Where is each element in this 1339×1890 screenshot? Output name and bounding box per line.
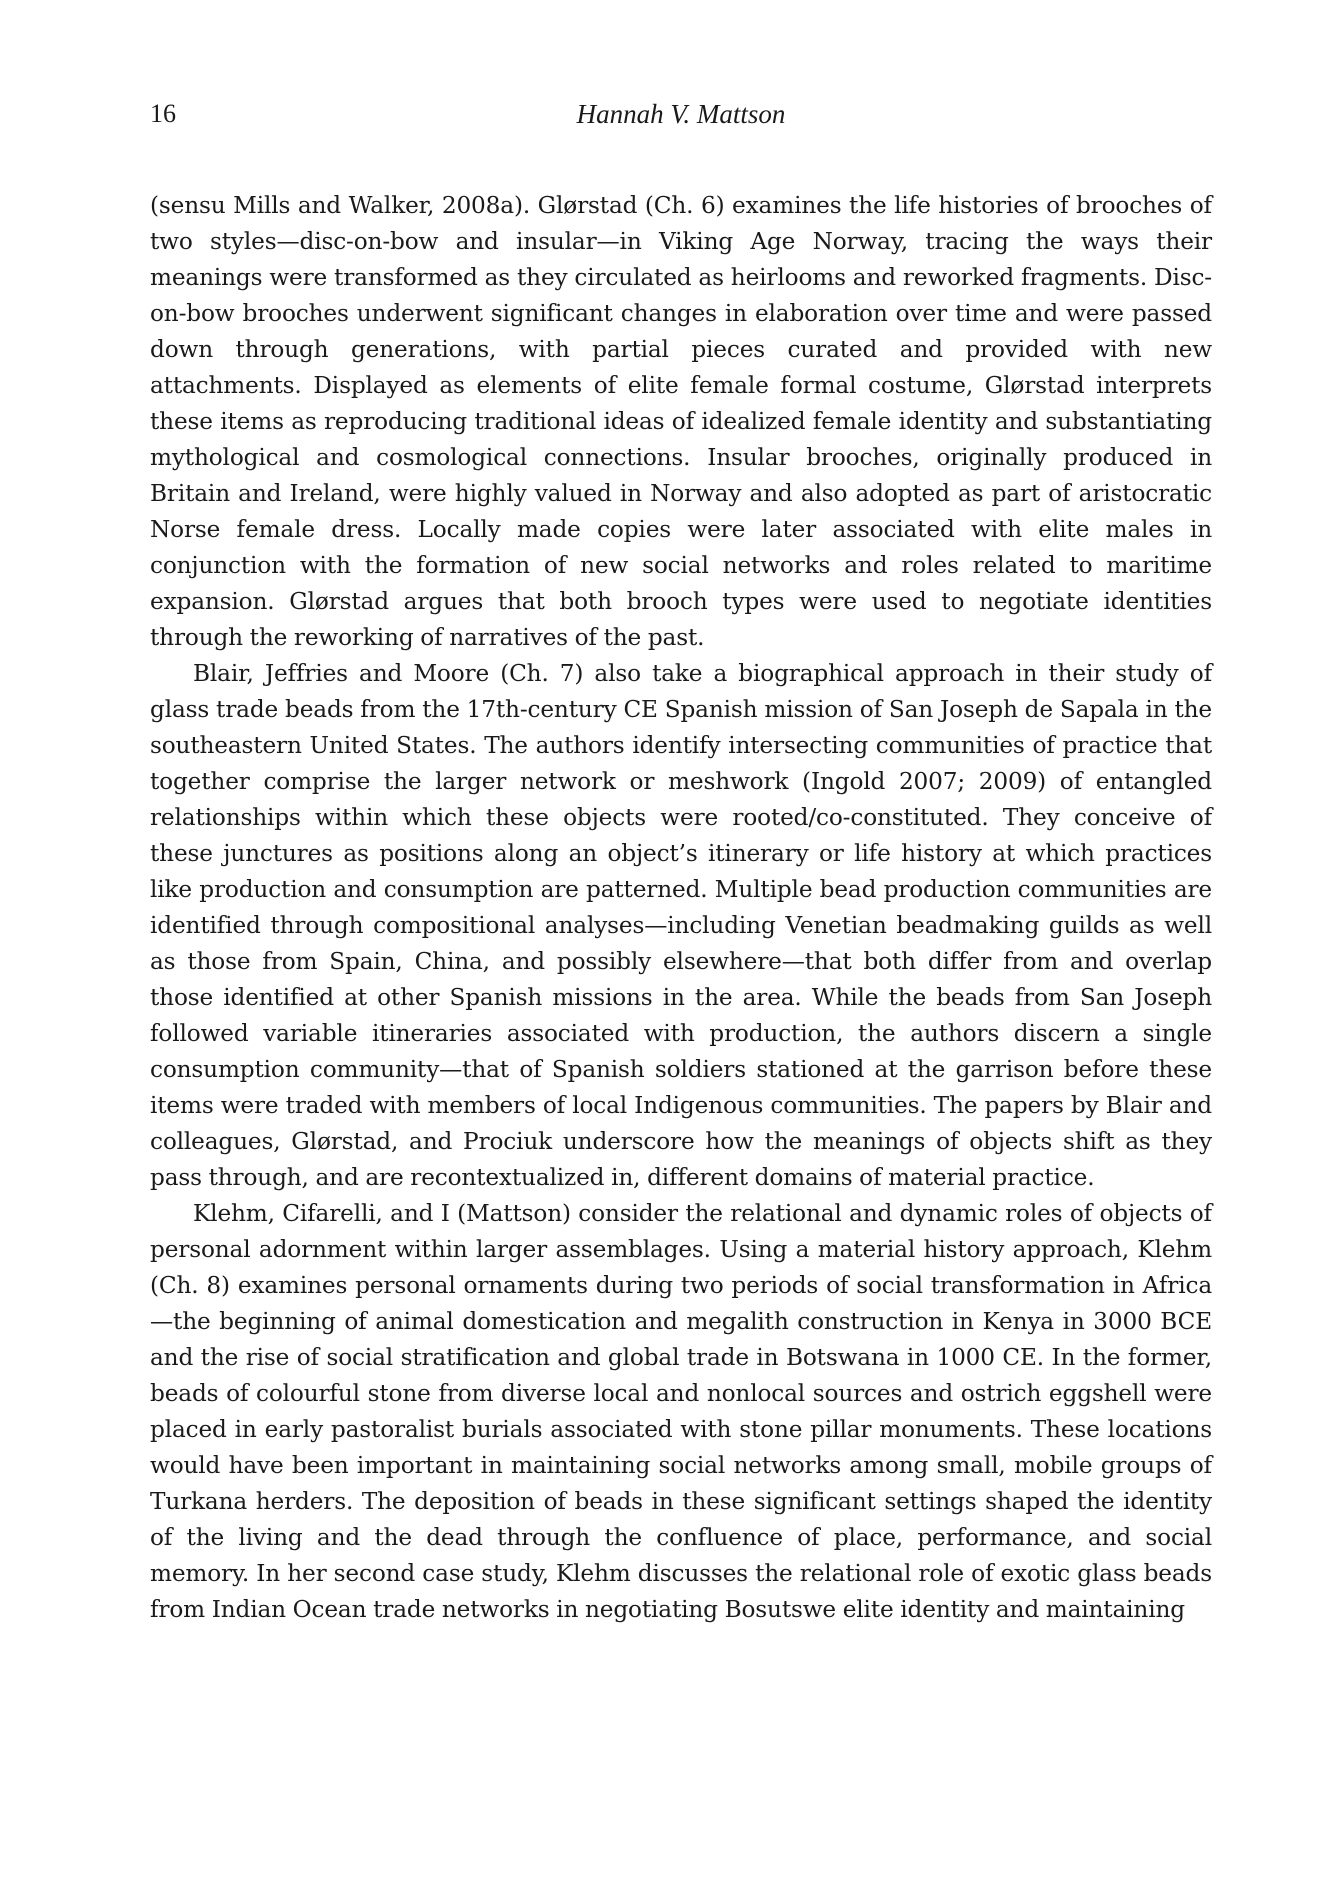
running-head (150, 96, 1212, 132)
body-text (150, 188, 1212, 1628)
paragraph-glorstad: (sensu Mills and Walker, 2008a). Glørstad (Ch. 6) examines the life histories of brooches of two styles—disc-on-bow and insular—in Viking Age Norway, tracing the ways their meanings were transformed as they circulated as heirlooms and reworked fragments. Disc-on-bow brooches underwent significant changes in elaboration over time and were passed down through generations, with partial pieces curated and provided with new attachments. Displayed as elements of elite female formal costume, Glørstad interprets these items as reproducing traditional ideas of idealized female identity and substantiating mythological and cosmological connections. Insular brooches, originally produced in Britain and Ireland, were highly valued in Norway and also adopted as part of aristocratic Norse female dress. Locally made copies were later associated with elite males in conjunction with the formation of new social networks and roles related to maritime expansion. Glørstad argues that both brooch types were used to negotiate identities through the reworking of narratives of the past. (150, 192, 1212, 651)
page-number: 16 (150, 99, 176, 128)
paragraph-klehm-cifarelli-mattson: Klehm, Cifarelli, and I (Mattson) consider the relational and dynamic roles of objects of personal adornment within larger assemblages. Using a material history approach, Klehm (Ch. 8) examines personal ornaments during two periods of social transformation in Africa—the beginning of animal domestication and megalith construction in Kenya in 3000 BCE and the rise of social stratification and global trade in Botswana in 1000 CE. In the former, beads of colourful stone from diverse local and nonlocal sources and ostrich eggshell were placed in early pastoralist burials associated with stone pillar monuments. These locations would have been important in maintaining social networks among small, mobile groups of Turkana herders. The deposition of beads in these significant settings shaped the identity of the living and the dead through the confluence of place, performance, and social memory. In her second case study, Klehm discusses the relational role of exotic glass beads from Indian Ocean trade networks in negotiating Bosutswe elite identity and maintaining (150, 1200, 1212, 1623)
paragraph-blair-jeffries-moore: Blair, Jeffries and Moore (Ch. 7) also take a biographical approach in their study of glass trade beads from the 17th-century CE Spanish mission of San Joseph de Sapala in the southeastern United States. The authors identify intersecting communities of practice that together comprise the larger network or meshwork (Ingold 2007; 2009) of entangled relationships within which these objects were rooted/co-constituted. They conceive of these junctures as positions along an object’s itinerary or life history at which practices like production and consumption are patterned. Multiple bead production communities are identified through compositional analyses—including Venetian beadmaking guilds as well as those from Spain, China, and possibly elsewhere—that both differ from and overlap those identified at other Spanish missions in the area. While the beads from San Joseph followed variable itineraries associated with production, the authors discern a single consumption community—that of Spanish soldiers stationed at the garrison before these items were traded with members of local Indigenous communities. The papers by Blair and colleagues, Glørstad, and Prociuk underscore how the meanings of objects shift as they pass through, and are recontextualized in, different domains of material practice. (150, 660, 1212, 1191)
running-title: Hannah V. Mattson (576, 99, 786, 129)
